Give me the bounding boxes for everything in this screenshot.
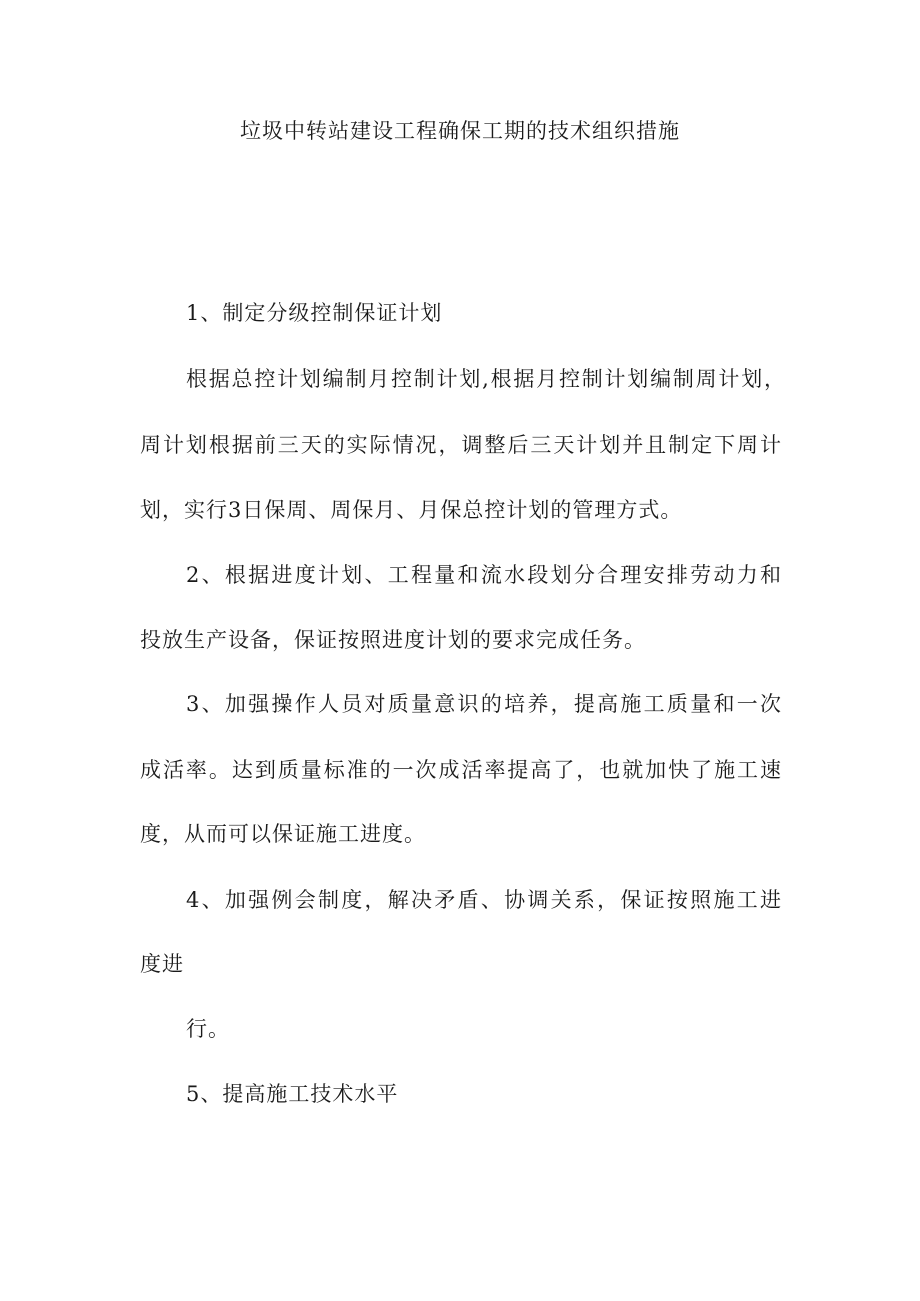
paragraph-line: 4、加强例会制度，解决矛盾、协调关系，保证按照施工进: [186, 888, 782, 912]
paragraph-line: 行。: [186, 1017, 230, 1041]
paragraph-line: 成活率。达到质量标准的一次成活率提高了，也就加快了施工速: [140, 758, 782, 782]
paragraph-line: 划，实行3日保周、周保月、月保总控计划的管理方式。: [140, 498, 683, 522]
paragraph-line: 度进: [140, 952, 184, 976]
paragraph-line: 度，从而可以保证施工进度。: [140, 822, 426, 846]
page-title: 垃圾中转站建设工程确保工期的技术组织措施: [240, 119, 680, 143]
paragraph-line: 2、根据进度计划、工程量和流水段划分合理安排劳动力和: [186, 563, 782, 587]
paragraph-line: 投放生产设备，保证按照进度计划的要求完成任务。: [140, 628, 646, 652]
paragraph-line: 周计划根据前三天的实际情况，调整后三天计划并且制定下周计: [140, 433, 782, 457]
paragraph-heading-5: 5、提高施工技术水平: [186, 1082, 399, 1106]
paragraph-line: 3、加强操作人员对质量意识的培养，提高施工质量和一次: [186, 692, 782, 716]
paragraph-heading-1: 1、制定分级控制保证计划: [186, 301, 443, 325]
paragraph-line: 根据总控计划编制月控制计划,根据月控制计划编制周计划，: [186, 367, 786, 391]
